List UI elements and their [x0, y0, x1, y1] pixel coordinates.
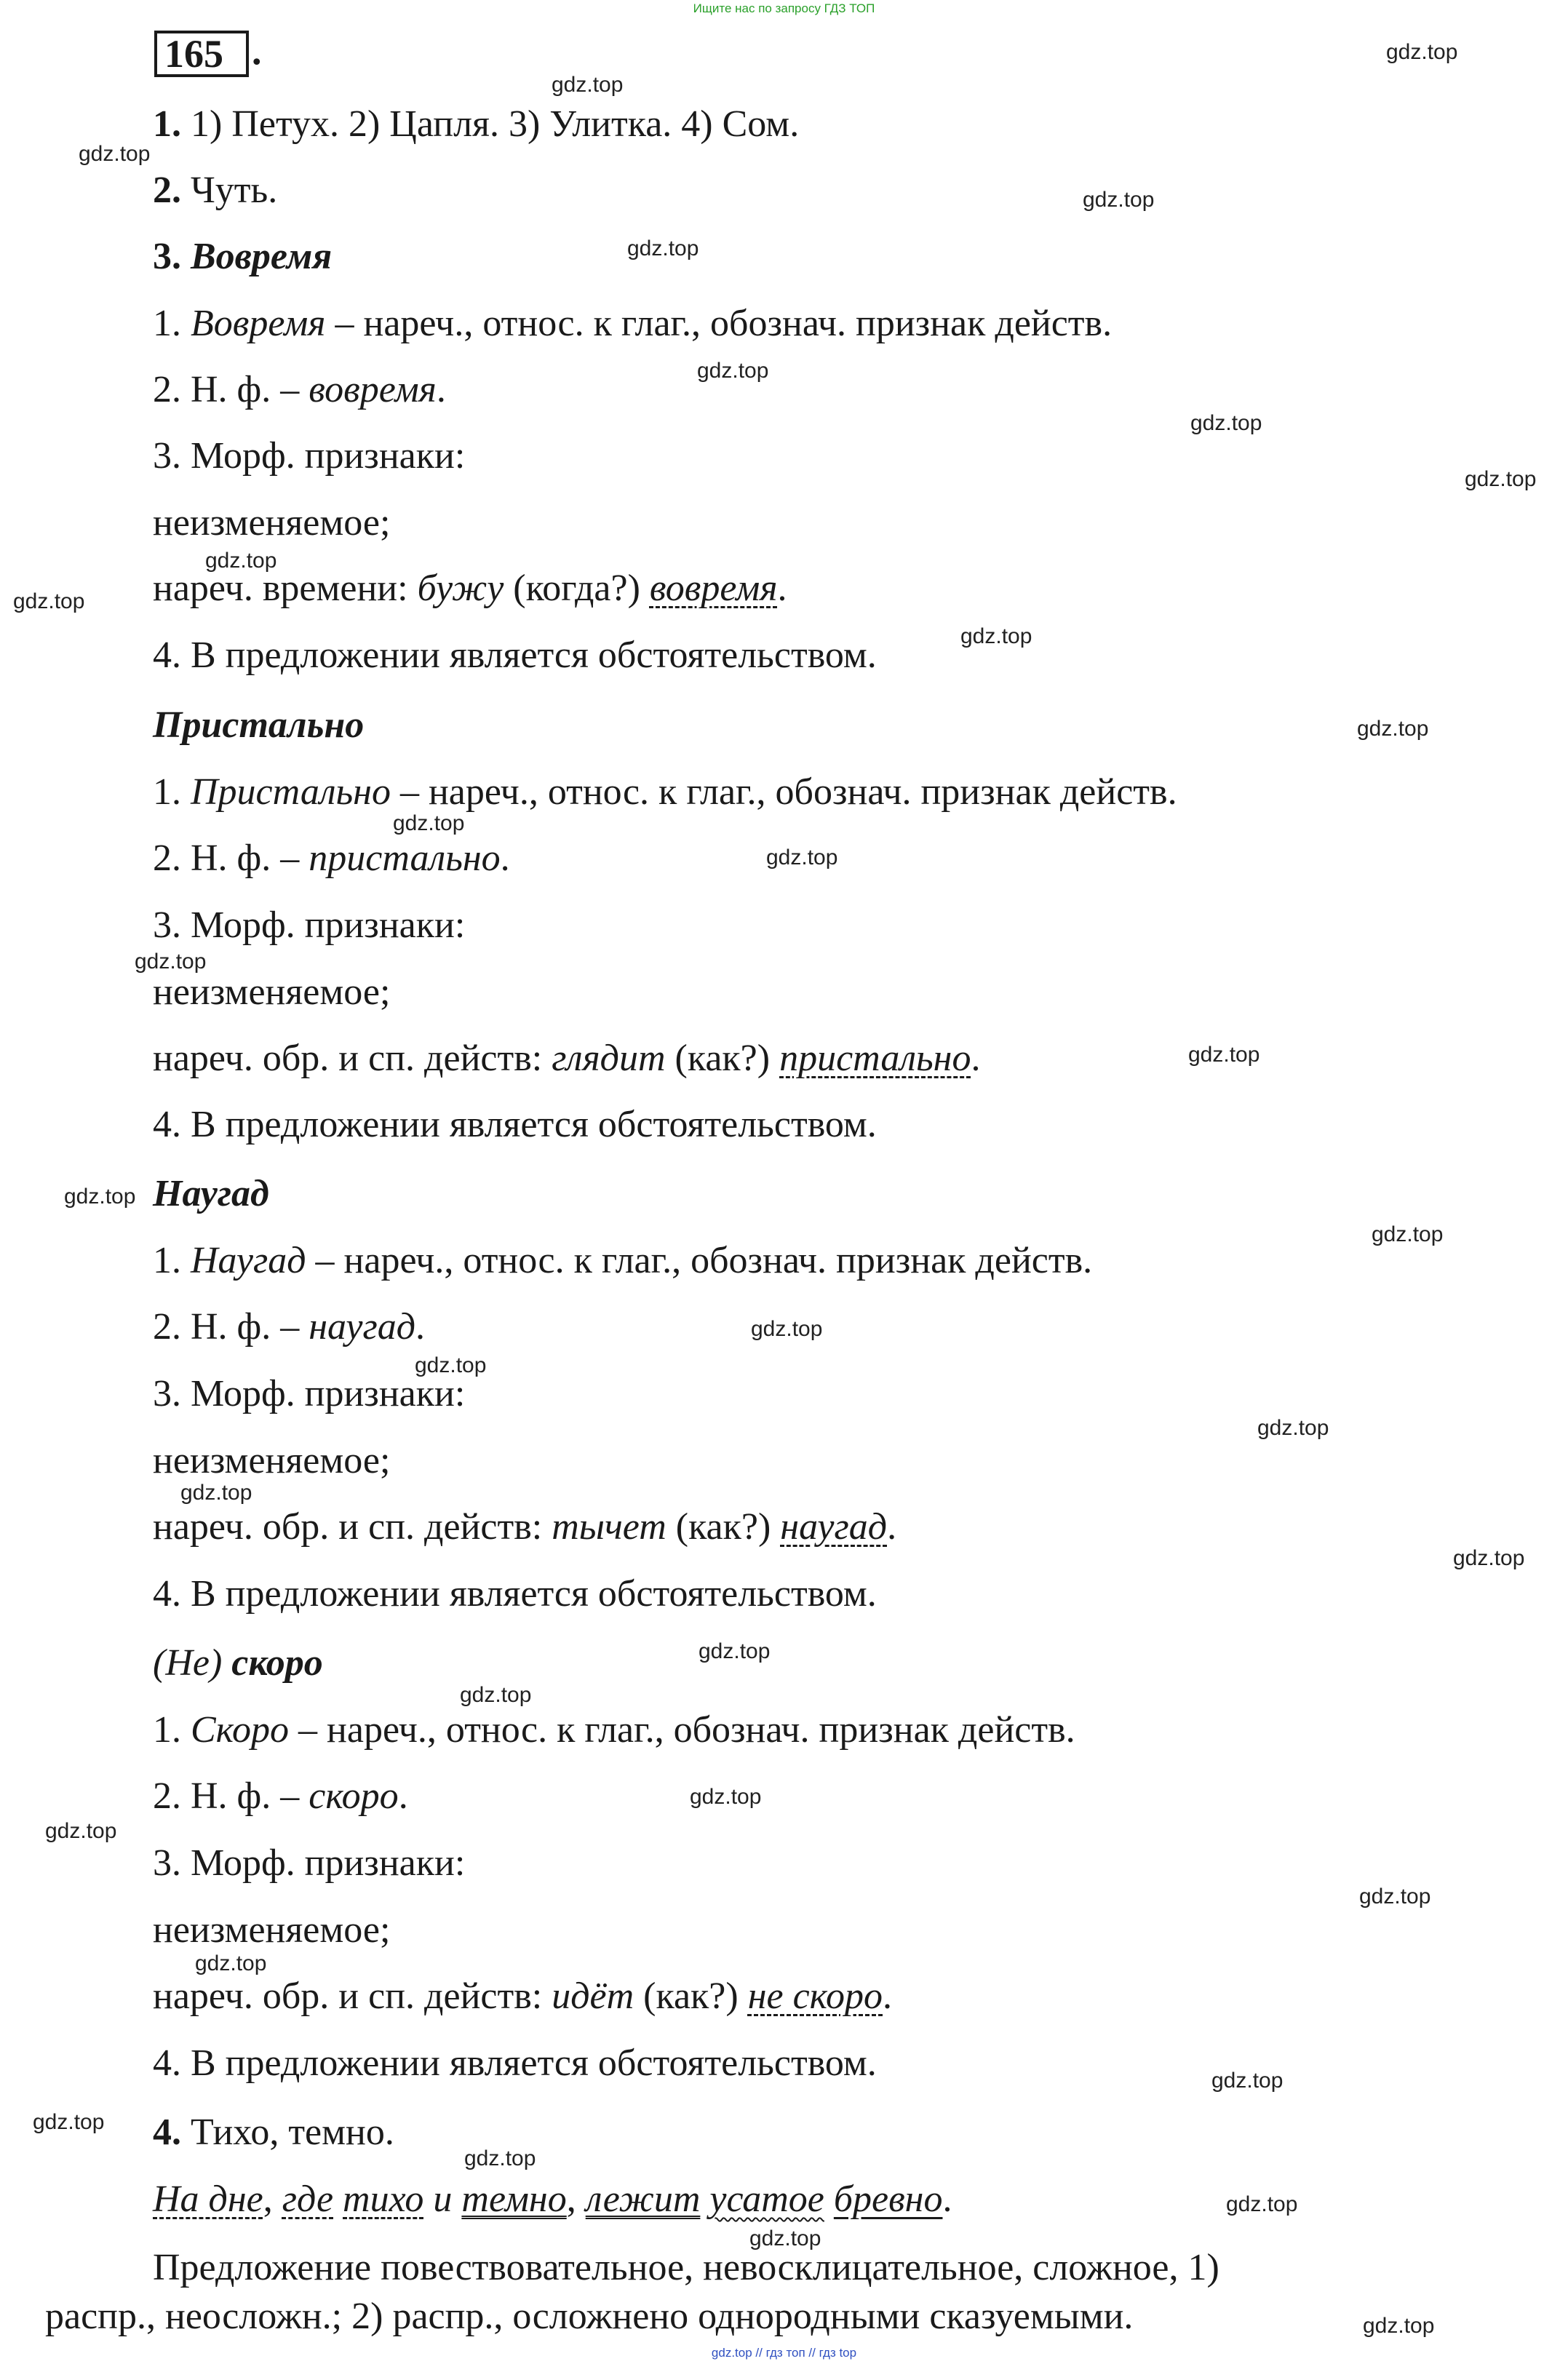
word1-line4: неизменяемое;	[153, 502, 391, 544]
sentence-word-dash: На дне	[153, 2178, 263, 2220]
answer-1-text: 1) Петух. 2) Цапля. 3) Улитка. 4) Сом.	[181, 103, 800, 145]
watermark: gdz.top	[690, 1785, 762, 1809]
answer-2-number: 2.	[153, 170, 181, 211]
watermark: gdz.top	[64, 1185, 136, 1209]
watermark: gdz.top	[205, 549, 277, 573]
word2-line2: 2. Н. ф. – пристально.	[153, 837, 510, 879]
sentence-predicate: темно	[461, 2178, 567, 2220]
watermark: gdz.top	[1357, 717, 1429, 741]
answer-1-number: 1.	[153, 103, 181, 145]
word3-nf-label: 2. Н. ф. –	[153, 1306, 309, 1348]
word2-definition: – нареч., относ. к глаг., обознач. признак действ.	[390, 771, 1177, 813]
word2-adverb-underlined: пристально	[779, 1038, 971, 1079]
word3-verb: тычет	[552, 1506, 666, 1548]
watermark: gdz.top	[1188, 1043, 1260, 1067]
watermark: gdz.top	[627, 236, 699, 260]
word4-heading-text: скоро	[231, 1642, 323, 1684]
watermark: gdz.top	[393, 811, 465, 835]
word2-heading	[153, 703, 364, 748]
word1-line3: 3. Морф. признаки:	[153, 435, 466, 477]
word2-term: Пристально	[191, 771, 391, 813]
word1-line5: нареч. времени: бужу (когда?) вовремя.	[153, 568, 787, 609]
word3-line5: нареч. обр. и сп. действ: тычет (как?) наугад.	[153, 1506, 897, 1548]
word4-verb: идёт	[552, 1975, 634, 2017]
word1-nf-label: 2. Н. ф. –	[153, 369, 309, 410]
word4-line3: 3. Морф. признаки:	[153, 1842, 466, 1884]
word2-type: нареч. обр. и сп. действ:	[153, 1038, 552, 1079]
word4-question: (как?)	[634, 1975, 748, 2017]
watermark: gdz.top	[1190, 411, 1262, 435]
word2-nf-label: 2. Н. ф. –	[153, 837, 309, 879]
word3-line4: неизменяемое;	[153, 1440, 391, 1481]
watermark: gdz.top	[1211, 2069, 1284, 2093]
word4-heading-prefix: (Не)	[153, 1642, 223, 1684]
answer-4-number: 4.	[153, 2112, 181, 2153]
word1-question: (когда?)	[504, 568, 650, 609]
word1-line1: 1. Вовремя – нареч., относ. к глаг., обознач. признак действ.	[153, 303, 1113, 344]
word2-nf: пристально	[309, 837, 501, 879]
sentence-predicate: лежит	[585, 2178, 701, 2220]
watermark: gdz.top	[766, 845, 838, 869]
word3-question: (как?)	[666, 1506, 781, 1548]
watermark: gdz.top	[1386, 40, 1458, 64]
sentence-conjunction: и	[433, 2178, 453, 2220]
watermark: gdz.top	[135, 950, 207, 974]
word4-line6: 4. В предложении является обстоятельством.	[153, 2042, 877, 2084]
word2-heading-text: Пристально	[153, 704, 365, 746]
word1-nf: вовремя	[309, 369, 437, 410]
word1-term: Вовремя	[191, 303, 326, 344]
parsed-sentence: На дне, где тихо и темно, лежит усатое бревно.	[153, 2178, 952, 2220]
word2-line1: 1. Пристально – нареч., относ. к глаг., обознач. признак действ.	[153, 771, 1177, 813]
watermark: gdz.top	[1465, 467, 1537, 491]
watermark: gdz.top	[1257, 1416, 1329, 1440]
analysis-line-2: распр., неосложн.; 2) распр., осложнено однородными сказуемыми.	[45, 2296, 1134, 2337]
watermark: gdz.top	[552, 73, 624, 97]
watermark: gdz.top	[1372, 1222, 1444, 1246]
sentence-subject: бревно	[833, 2178, 943, 2220]
top-note: Ищите нас по запросу ГДЗ ТОП	[693, 1, 875, 15]
answer-1	[153, 102, 799, 147]
watermark: gdz.top	[1359, 1885, 1431, 1909]
word2-verb: глядит	[552, 1038, 666, 1079]
watermark: gdz.top	[460, 1683, 532, 1707]
word4-line5: нареч. обр. и сп. действ: идёт (как?) не скоро.	[153, 1975, 893, 2017]
word1-line6: 4. В предложении является обстоятельством.	[153, 634, 877, 676]
word4-nf-label: 2. Н. ф. –	[153, 1775, 309, 1817]
task-number-dot: .	[252, 29, 262, 73]
word2-line4: неизменяемое;	[153, 971, 391, 1013]
word4-line4: неизменяемое;	[153, 1909, 391, 1951]
word3-line2: 2. Н. ф. – наугад.	[153, 1306, 426, 1348]
answer-2	[153, 168, 277, 213]
word4-term: Скоро	[191, 1709, 290, 1751]
watermark: gdz.top	[751, 1317, 823, 1341]
word3-term: Наугад	[191, 1240, 306, 1281]
watermark: gdz.top	[33, 2110, 105, 2134]
word2-question: (как?)	[665, 1038, 780, 1079]
analysis-line-1: Предложение повествовательное, невосклицательное, сложное, 1)	[153, 2247, 1219, 2288]
watermark: gdz.top	[13, 589, 85, 613]
watermark: gdz.top	[1453, 1546, 1525, 1570]
word1-definition: – нареч., относ. к глаг., обознач. признак действ.	[325, 303, 1113, 344]
word2-line3: 3. Морф. признаки:	[153, 904, 466, 946]
word4-nf: скоро	[309, 1775, 399, 1817]
word2-line6: 4. В предложении является обстоятельством.	[153, 1104, 877, 1145]
word3-line3: 3. Морф. признаки:	[153, 1373, 466, 1414]
watermark: gdz.top	[749, 2226, 821, 2250]
word4-line2: 2. Н. ф. – скоро.	[153, 1775, 408, 1817]
watermark: gdz.top	[464, 2146, 536, 2170]
word4-adverb-underlined: не скоро	[747, 1975, 883, 2017]
watermark: gdz.top	[180, 1481, 252, 1505]
word1-adverb-underlined: вовремя	[649, 568, 778, 609]
watermark: gdz.top	[45, 1819, 117, 1843]
watermark: gdz.top	[1226, 2192, 1298, 2216]
watermark: gdz.top	[1363, 2314, 1435, 2338]
word1-verb: бужу	[417, 568, 504, 609]
word3-line1: 1. Наугад – нареч., относ. к глаг., обознач. признак действ.	[153, 1240, 1093, 1281]
footer: gdz.top // гдз топ // гдз top	[711, 2346, 857, 2360]
watermark: gdz.top	[79, 142, 151, 166]
word4-heading	[153, 1641, 323, 1686]
answer-4	[153, 2110, 394, 2155]
answer-4-text: Тихо, темно.	[181, 2112, 394, 2153]
answer-3-number: 3.	[153, 236, 181, 277]
word3-heading-text: Наугад	[153, 1173, 269, 1214]
sentence-attribute: усатое	[709, 2178, 824, 2220]
word3-nf: наугад	[309, 1306, 416, 1348]
word4-definition: – нареч., относ. к глаг., обознач. признак действ.	[289, 1709, 1075, 1751]
answer-2-text: Чуть.	[181, 170, 278, 211]
word1-type: нареч. времени:	[153, 568, 418, 609]
word4-line1: 1. Скоро – нареч., относ. к глаг., обознач. признак действ.	[153, 1709, 1075, 1751]
watermark: gdz.top	[960, 624, 1032, 648]
word-heading: Вовремя	[191, 236, 333, 277]
word3-adverb-underlined: наугад	[780, 1506, 888, 1548]
word4-type: нареч. обр. и сп. действ:	[153, 1975, 552, 2017]
word3-definition: – нареч., относ. к глаг., обознач. признак действ.	[306, 1240, 1093, 1281]
watermark: gdz.top	[195, 1951, 267, 1975]
watermark: gdz.top	[1083, 188, 1155, 212]
word1-line2: 2. Н. ф. – вовремя.	[153, 369, 446, 410]
word2-line5: нареч. обр. и сп. действ: глядит (как?) пристально.	[153, 1038, 981, 1079]
answer-3-heading	[153, 234, 332, 279]
watermark: gdz.top	[699, 1639, 771, 1663]
watermark: gdz.top	[697, 359, 769, 383]
watermark: gdz.top	[415, 1353, 487, 1377]
task-number: 165	[154, 31, 249, 77]
word3-heading	[153, 1171, 269, 1217]
sentence-word-dash: тихо	[343, 2178, 424, 2220]
sentence-word-dash: где	[282, 2178, 334, 2220]
word3-line6: 4. В предложении является обстоятельством.	[153, 1573, 877, 1615]
word3-type: нареч. обр. и сп. действ:	[153, 1506, 552, 1548]
